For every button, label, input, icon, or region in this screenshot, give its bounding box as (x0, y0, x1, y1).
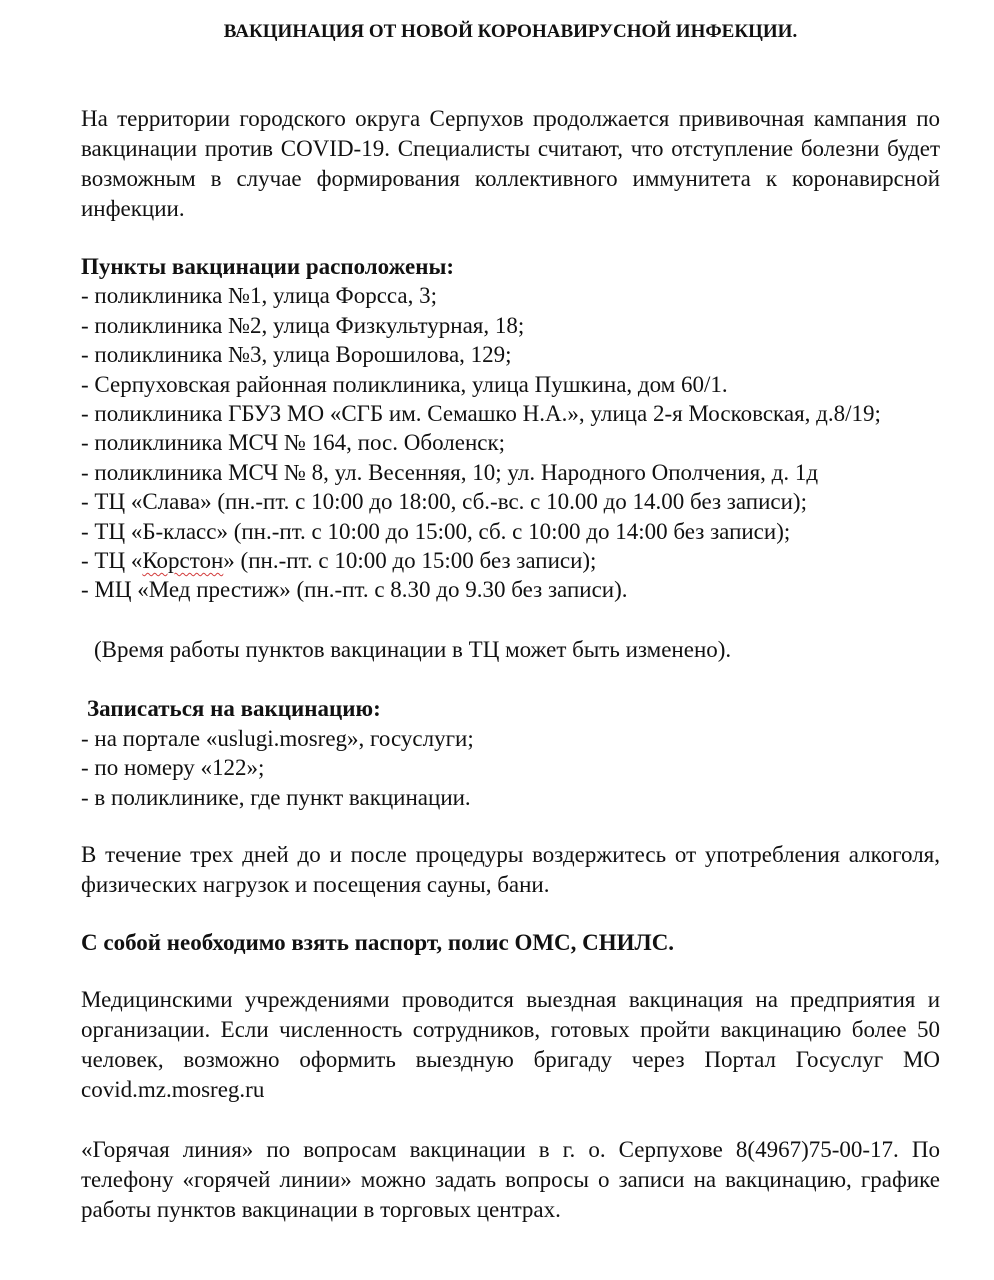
korston-name: Корстон (142, 548, 224, 574)
location-item: - Серпуховская районная поликлиника, улица Пушкина, дом 60/1. (81, 371, 728, 397)
location-item: - поликлиника №2, улица Физкультурная, 18; (81, 312, 525, 338)
signup-heading: Записаться на вакцинацию: (87, 696, 381, 722)
advice-paragraph: В течение трех дней до и после процедуры воздержитесь от употребления алкоголя, физических нагрузок и посещения сауны, бани. (81, 841, 940, 897)
location-item-korston (81, 546, 940, 575)
hotline-paragraph: «Горячая линия» по вопросам вакцинации в г. о. Серпухове 8(4967)75-00-17. По телефону «горячей линии» можно задать вопросы о записи на вакцинацию, графике работы пунктов вакцинации в торговых центрах. (81, 1137, 940, 1223)
location-item: - поликлиника МСЧ № 8, ул. Весенняя, 10; ул. Народного Ополчения, д. 1д (81, 459, 819, 485)
location-item: - поликлиника МСЧ № 164, пос. Оболенск; (81, 430, 506, 456)
document-title: ВАКЦИНАЦИЯ ОТ НОВОЙ КОРОНАВИРУСНОЙ ИНФЕКЦИИ. (223, 21, 798, 42)
korston-suffix: » (пн.-пт. с 10:00 до 15:00 без записи); (223, 548, 597, 574)
mobile-vaccination-paragraph: Медицинскими учреждениями проводится выездная вакцинация на предприятия и организации. Если численность сотрудников, готовых пройти вакцинацию более 50 человек, возможно оформить выездную бригаду через Портал Госуслуг МО covid.mz.mosreg.ru (81, 987, 940, 1103)
signup-section (81, 694, 940, 812)
documents-notice: С собой необходимо взять паспорт, полис ОМС, СНИЛС. (81, 929, 675, 955)
locations-heading: Пункты вакцинации расположены: (81, 254, 455, 279)
korston-prefix: - ТЦ « (81, 548, 143, 574)
signup-item: - на портале «uslugi.mosreg», госуслуги; (81, 725, 474, 751)
location-item: - поликлиника №3, улица Ворошилова, 129; (81, 342, 512, 368)
signup-item: - по номеру «122»; (81, 755, 265, 781)
location-item: - ТЦ «Слава» (пн.-пт. с 10:00 до 18:00, сб.-вс. с 10.00 до 14.00 без записи); (81, 489, 807, 515)
location-item: - поликлиника №1, улица Форсса, 3; (81, 283, 438, 309)
locations-section (81, 252, 940, 605)
location-item: - ТЦ «Б-класс» (пн.-пт. с 10:00 до 15:00, сб. с 10:00 до 14:00 без записи); (81, 518, 791, 544)
document-page (81, 14, 940, 1225)
intro-paragraph: На территории городского округа Серпухов продолжается прививочная кампания по вакцинации против COVID-19. Специалисты считают, что отступление болезни будет возможным в случае формирования коллективного иммунитета к коронавирсной инфекции. (81, 106, 940, 221)
signup-item: - в поликлинике, где пункт вакцинации. (81, 784, 471, 810)
location-item: - МЦ «Мед престиж» (пн.-пт. с 8.30 до 9.30 без записи). (81, 577, 628, 603)
location-item: - поликлиника ГБУЗ МО «СГБ им. Семашко Н.А.», улица 2-я Московская, д.8/19; (81, 401, 881, 427)
hours-note: (Время работы пунктов вакцинации в ТЦ может быть изменено). (94, 636, 732, 662)
